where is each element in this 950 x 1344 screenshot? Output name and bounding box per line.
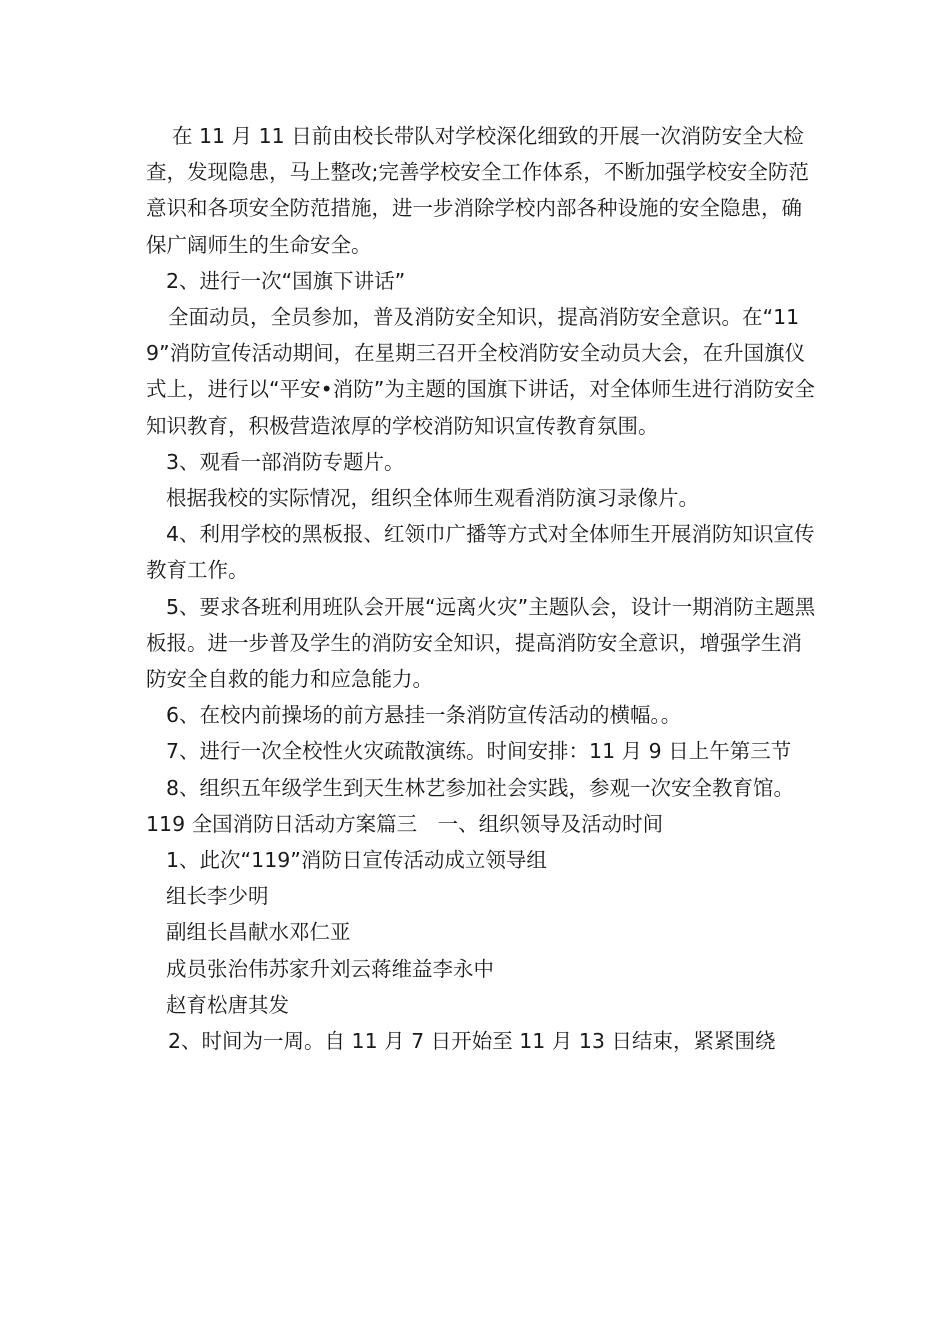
document-page [146, 118, 816, 1059]
paragraph-social-practice: 8、组织五年级学生到天生林艺参加社会实践，参观一次安全教育馆。 [166, 775, 795, 800]
heading-fire-film: 3、观看一部消防专题片。 [166, 449, 405, 474]
paragraph-banner: 6、在校内前操场的前方悬挂一条消防宣传活动的横幅。。 [166, 703, 682, 728]
paragraph-fire-film: 根据我校的实际情况，组织全体师生观看消防演习录像片。 [166, 486, 699, 511]
paragraph-evacuation-drill: 7、进行一次全校性火灾疏散演练。时间安排：11 月 9 日上午第三节 [166, 739, 792, 764]
paragraph-flag-speech: 全面动员，全员参加，普及消防安全知识，提高消防安全意识。在“119”消防宣传活动期间，在星期三召开全校消防安全动员大会，在升国旗仪式上，进行以“平安•消防”为主题的国旗下讲话，对全体师生进行消防安全知识教育，积极营造浓厚的学校消防知识宣传教育氛围。 [146, 305, 815, 438]
heading-flag-speech: 2、进行一次“国旗下讲话” [166, 268, 406, 293]
paragraph-safety-inspection: 在 11 月 11 日前由校长带队对学校深化细致的开展一次消防安全大检查，发现隐患，马上整改;完善学校安全工作体系，不断加强学校安全防范意识和各项安全防范措施，进一步消除学校内部各种设施的安全隐患，确保广阔师生的生命安全。 [146, 124, 809, 257]
paragraph-time-period: 2、时间为一周。自 11 月 7 日开始至 11 月 13 日结束，紧紧围绕 [168, 1029, 776, 1054]
section-title-plan-three: 119 全国消防日活动方案篇三 一、组织领导及活动时间 [146, 811, 664, 836]
leader-line: 组长李少明 [166, 884, 269, 909]
paragraph-class-meeting: 5、要求各班利用班队会开展“远离火灾”主题队会，设计一期消防主题黑板报。进一步普及学生的消防安全知识，提高消防安全意识，增强学生消防安全自救的能力和应急能力。 [146, 594, 816, 692]
deputy-leader-line: 副组长昌献水邓仁亚 [166, 920, 351, 945]
members-line-continued: 赵育松唐其发 [166, 992, 289, 1017]
paragraph-blackboard-broadcast: 4、利用学校的黑板报、红领巾广播等方式对全体师生开展消防知识宣传教育工作。 [146, 522, 815, 583]
members-line: 成员张治伟苏家升刘云蒋维益李永中 [166, 956, 494, 981]
paragraph-leadership-group: 1、此次“119”消防日宣传活动成立领导组 [166, 848, 547, 873]
